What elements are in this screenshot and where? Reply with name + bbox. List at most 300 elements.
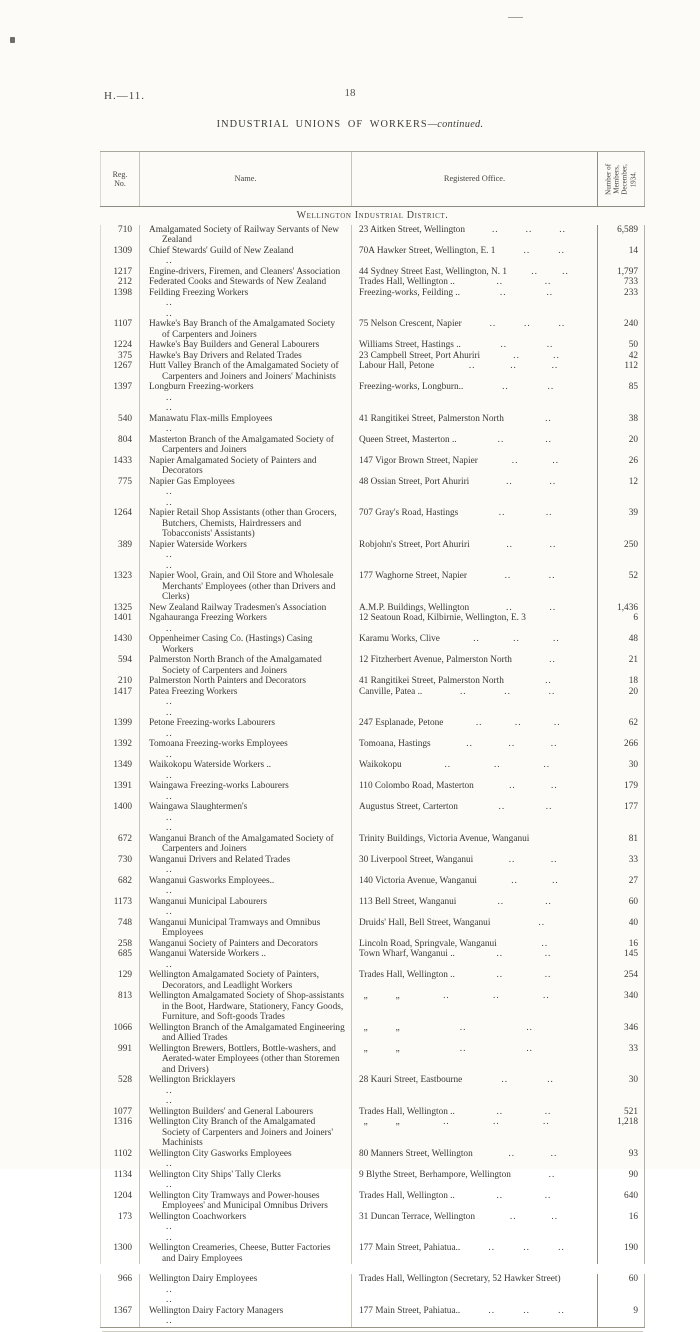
leader-dots: ..: [509, 781, 516, 791]
leader-dots: ..: [545, 508, 553, 518]
registered-office-text: Trades Hall, Wellington ..: [359, 1106, 455, 1117]
leader-dots-area: [497, 939, 593, 950]
leader-dots: ..: [549, 539, 557, 550]
registered-office-cell: [352, 1117, 598, 1149]
table-row: [100, 382, 645, 414]
leader-dots-area: [461, 340, 593, 351]
registered-office-text: 41 Rangitikei Street, Palmerston North: [359, 676, 504, 686]
leader-dots-area: [467, 571, 593, 603]
leader-dots-area: [455, 1191, 593, 1212]
union-name-cell: [140, 613, 352, 634]
reg-no-cell: 1417: [100, 687, 140, 719]
union-name-text: Wellington Dairy Factory Managers ..: [149, 1306, 345, 1327]
table-row: [100, 508, 645, 540]
union-name-text: Masterton Branch of the Amalgamated Society of Carpenters and Joiners: [149, 434, 334, 455]
union-name-text: Patea Freezing Workers .. ..: [149, 687, 345, 719]
table-row: [100, 603, 645, 614]
reg-no-cell: 1300: [100, 1243, 140, 1264]
leader-dots: ..: [166, 1284, 173, 1295]
registered-office-text: 28 Kauri Street, Eastbourne: [359, 1075, 463, 1085]
leader-dots: ..: [550, 1148, 558, 1159]
union-name-cell: [140, 246, 352, 267]
member-count-cell: 85: [598, 382, 645, 414]
member-count-cell: 16: [598, 939, 645, 950]
registered-office-cell: [352, 634, 598, 655]
registered-office-text: Labour Hall, Petone: [359, 361, 435, 371]
reg-no-cell: 1316: [100, 1117, 140, 1149]
member-count-cell: 62: [598, 718, 645, 739]
member-count-cell: 177: [598, 802, 645, 834]
member-count-cell: 250: [598, 540, 645, 572]
leader-dots: ..: [443, 1117, 450, 1127]
leader-dots: ..: [551, 1211, 559, 1222]
leader-dots-area: [455, 949, 593, 970]
document-reference: H.—11.: [104, 90, 146, 102]
table-row: [100, 571, 645, 603]
registered-office-text: 110 Colombo Road, Masterton: [359, 781, 474, 791]
registered-office-cell: [352, 351, 598, 362]
registered-office-text: 177 Waghorne Street, Napier: [359, 571, 468, 581]
leader-dots: ..: [506, 602, 513, 613]
leader-dots: ..: [511, 875, 518, 886]
scan-artifact: [508, 17, 523, 18]
leader-dots: ..: [552, 455, 560, 466]
leader-dots: ..: [166, 886, 173, 896]
unions-table: [100, 151, 645, 1328]
registered-office-cell: [352, 739, 598, 760]
registered-office-cell: [352, 1212, 598, 1244]
union-name-cell: [140, 361, 352, 382]
leader-dots: ..: [501, 1075, 509, 1085]
leader-dots: ..: [559, 224, 566, 235]
registered-office-text: Trades Hall, Wellington ..: [359, 970, 455, 980]
registered-office-text: Trades Hall, Wellington ..: [359, 1190, 455, 1201]
reg-no-cell: 1392: [100, 739, 140, 760]
registered-office-cell: [352, 435, 598, 456]
registered-office-text: Karamu Works, Clive: [359, 634, 440, 644]
member-count-cell: 39: [598, 508, 645, 540]
table-row: [100, 456, 645, 477]
union-name-text: Engine-drivers, Firemen, and Cleaners' Association: [149, 266, 341, 277]
registered-office-text: 80 Manners Street, Wellington: [359, 1148, 473, 1159]
leader-dots: ..: [544, 1106, 552, 1117]
reg-no-cell: 528: [100, 1075, 140, 1107]
table-row: [100, 288, 645, 320]
leader-dots: ..: [166, 823, 173, 833]
leader-dots-area: [477, 876, 593, 897]
union-name-text: Wellington Coachworkers .. ..: [149, 1212, 345, 1244]
union-name-text: Manawatu Flax-mills Employees ..: [149, 414, 345, 435]
union-name-cell: [140, 1170, 352, 1191]
leader-dots-area: [480, 351, 593, 362]
table-row: [100, 277, 645, 288]
leader-dots: ..: [508, 739, 516, 749]
table-row: [100, 1149, 645, 1170]
union-name-cell: [140, 949, 352, 970]
leader-dots: ..: [500, 340, 508, 350]
leader-dots: ..: [493, 760, 501, 770]
member-count-cell: 179: [598, 781, 645, 802]
leader-dots-area: [443, 718, 593, 739]
leader-dots: ..: [166, 728, 173, 739]
union-name-text: Wanganui Waterside Workers .. ..: [149, 949, 345, 970]
leader-dots: ..: [488, 1305, 496, 1316]
union-name-cell: [140, 655, 352, 676]
registered-office-text: Augustus Street, Carterton: [359, 802, 458, 812]
union-name-text: Napier Amalgamated Society of Painters and Decorators: [149, 455, 317, 476]
union-name-cell: [140, 1274, 352, 1306]
union-name-text: Wanganui Gasworks Employees.. ..: [149, 876, 345, 897]
leader-dots-area: [474, 781, 593, 802]
union-name-cell: [140, 288, 352, 320]
leader-dots: ..: [509, 1211, 517, 1222]
leader-dots: ..: [548, 686, 556, 697]
reg-no-cell: 1267: [100, 361, 140, 382]
union-name-text: Feilding Freezing Workers .. ..: [149, 288, 345, 320]
leader-dots: ..: [166, 1222, 173, 1232]
member-count-cell: 33: [598, 1044, 645, 1076]
union-name-cell: [140, 739, 352, 760]
leader-dots: ..: [545, 802, 553, 812]
registered-office-text: „ „: [359, 991, 400, 1001]
union-name-cell: [140, 1306, 352, 1327]
reg-no-cell: 210: [100, 676, 140, 687]
leader-dots: ..: [553, 350, 560, 361]
leader-dots: ..: [166, 907, 173, 917]
member-count-cell: 6,589: [598, 225, 645, 246]
district-section-heading: Wellington Industrial District.: [296, 210, 449, 221]
table-row: [100, 267, 645, 278]
union-name-cell: [140, 1212, 352, 1244]
member-count-cell: 1,218: [598, 1117, 645, 1149]
leader-dots: ..: [548, 571, 556, 581]
member-count-cell: 733: [598, 277, 645, 288]
table-row: [100, 876, 645, 897]
leader-dots-area: [465, 225, 593, 246]
leader-dots-area: [511, 1170, 593, 1191]
leader-dots: ..: [497, 434, 505, 445]
registered-office-cell: [352, 508, 598, 540]
union-name-cell: [140, 634, 352, 655]
member-count-cell: 90: [598, 1170, 645, 1191]
leader-dots-area: [504, 676, 593, 687]
registered-office-text: 41 Rangitikei Street, Palmerston North: [359, 413, 504, 424]
member-count-cell: 14: [598, 246, 645, 267]
registered-office-text: Freezing-works, Longburn..: [359, 382, 464, 392]
leader-dots: ..: [166, 697, 173, 707]
registered-office-text: „ „: [359, 1043, 400, 1054]
union-name-cell: [140, 277, 352, 288]
union-name-cell: [140, 435, 352, 456]
leader-dots-area: [402, 760, 593, 781]
leader-dots-area: [490, 918, 593, 939]
union-name-text: Napier Wool, Grain, and Oil Store and Wholesale Merchants' Employees (other than Drivers and Clerks): [149, 571, 336, 602]
leader-dots: ..: [543, 1117, 550, 1127]
reg-no-cell: 991: [100, 1044, 140, 1076]
union-name-cell: [140, 939, 352, 950]
registered-office-cell: [352, 288, 598, 320]
member-count-cell: 20: [598, 687, 645, 719]
table-row: [100, 1023, 645, 1044]
reg-no-cell: 1323: [100, 571, 140, 603]
table-row: [100, 897, 645, 918]
leader-dots: ..: [497, 896, 505, 907]
registered-office-text: 113 Bell Street, Wanganui: [359, 896, 457, 907]
reg-no-cell: 672: [100, 834, 140, 855]
page-title-continued: —continued.: [427, 119, 484, 130]
table-row: [100, 1243, 645, 1264]
leader-dots: ..: [544, 277, 552, 287]
leader-dots: ..: [506, 539, 513, 550]
leader-dots: ..: [526, 1043, 534, 1054]
leader-dots-area: [495, 246, 593, 267]
leader-dots: ..: [166, 1180, 173, 1190]
leader-dots: ..: [166, 308, 173, 319]
table-row: [100, 781, 645, 802]
union-name-text: Wanganui Society of Painters and Decorators: [149, 938, 318, 949]
registered-office-text: Trades Hall, Wellington ..: [359, 277, 455, 287]
leader-dots-area: [422, 687, 593, 719]
union-name-text: Waingawa Freezing-works Labourers ..: [149, 781, 345, 802]
union-name-cell: [140, 687, 352, 719]
leader-dots: ..: [468, 361, 476, 371]
table-row: [100, 477, 645, 509]
reg-no-cell: 258: [100, 939, 140, 950]
registered-office-cell: [352, 1243, 598, 1264]
registered-office-text: Tomoana, Hastings: [359, 739, 431, 749]
leader-dots: ..: [166, 298, 173, 308]
registered-office-text: 9 Blythe Street, Berhampore, Wellington: [359, 1169, 511, 1180]
leader-dots-area: [456, 897, 593, 918]
leader-dots: ..: [166, 560, 173, 571]
leader-dots: ..: [546, 340, 554, 350]
leader-dots: ..: [543, 991, 550, 1001]
union-name-cell: [140, 855, 352, 876]
member-count-cell: 26: [598, 456, 645, 477]
leader-dots: ..: [493, 1117, 500, 1127]
registered-office-cell: [352, 267, 598, 278]
table-row: [100, 970, 645, 991]
union-name-cell: [140, 603, 352, 614]
leader-dots-area: [460, 1243, 593, 1264]
leader-dots: ..: [166, 1232, 173, 1243]
member-count-cell: 16: [598, 1212, 645, 1244]
reg-no-cell: 685: [100, 949, 140, 970]
union-name-cell: [140, 802, 352, 834]
registered-office-cell: [352, 382, 598, 414]
registered-office-text: Waikokopu: [359, 760, 402, 770]
union-name-cell: [140, 267, 352, 278]
member-count-cell: 233: [598, 288, 645, 320]
column-header-reg-no: Reg. No.: [100, 152, 140, 206]
registered-office-cell: [352, 571, 598, 603]
union-name-text: Oppenheimer Casing Co. (Hastings) Casing Workers: [149, 634, 313, 655]
leader-dots: ..: [508, 1148, 516, 1159]
member-count-cell: 20: [598, 435, 645, 456]
column-header-number-of-members: [598, 152, 645, 206]
reg-no-cell: 1066: [100, 1023, 140, 1044]
registered-office-text: Town Wharf, Wanganui ..: [359, 949, 455, 959]
registered-office-text: Lincoln Road, Springvale, Wanganui: [359, 938, 497, 949]
leader-dots: ..: [523, 245, 531, 256]
leader-dots: ..: [166, 707, 173, 718]
leader-dots: ..: [514, 718, 522, 728]
member-count-cell: 640: [598, 1191, 645, 1212]
table-row: [100, 802, 645, 834]
leader-dots: ..: [459, 686, 467, 697]
registered-office-cell: [352, 676, 598, 687]
union-name-text: Ngahauranga Freezing Workers ..: [149, 613, 345, 634]
union-name-text: Wellington Dairy Employees .. ..: [149, 1274, 345, 1306]
table-row: [100, 1044, 645, 1076]
table-row: [100, 991, 645, 1023]
union-name-text: Hawke's Bay Branch of the Amalgamated Society of Carpenters and Joiners: [149, 319, 336, 340]
reg-no-cell: 1430: [100, 634, 140, 655]
leader-dots: ..: [166, 865, 173, 875]
leader-dots: ..: [513, 350, 520, 361]
union-name-text: Wellington Builders' and General Labourers: [149, 1106, 314, 1117]
leader-dots: ..: [553, 718, 561, 728]
registered-office-cell: [352, 603, 598, 614]
union-name-text: Wellington Amalgamated Society of Painters, Decorators, and Leadlight Workers: [149, 970, 319, 991]
member-count-cell: 240: [598, 319, 645, 340]
union-name-text: New Zealand Railway Tradesmen's Association: [149, 602, 327, 613]
leader-dots: ..: [545, 676, 552, 686]
member-count-cell: 81: [598, 834, 645, 855]
registered-office-cell: [352, 718, 598, 739]
leader-dots: ..: [558, 1305, 565, 1316]
leader-dots: ..: [473, 634, 480, 644]
union-name-cell: [140, 1243, 352, 1264]
table-row: [100, 1107, 645, 1118]
leader-dots: ..: [547, 382, 555, 392]
reg-no-cell: 1398: [100, 288, 140, 320]
union-name-cell: [140, 508, 352, 540]
leader-dots: ..: [166, 392, 173, 403]
reg-no-cell: 594: [100, 655, 140, 676]
leader-dots: ..: [466, 739, 473, 749]
reg-no-cell: 129: [100, 970, 140, 991]
member-count-cell: 1,436: [598, 603, 645, 614]
leader-dots: ..: [496, 1190, 504, 1201]
union-name-cell: [140, 991, 352, 1023]
union-name-text: Amalgamated Society of Railway Servants of New Zealand: [149, 224, 340, 245]
table-row: [100, 1075, 645, 1107]
reg-no-cell: 813: [100, 991, 140, 1023]
leader-dots: ..: [547, 1075, 554, 1085]
table-row: [100, 949, 645, 970]
leader-dots: ..: [552, 875, 559, 886]
member-count-cell: 18: [598, 676, 645, 687]
member-count-cell: 12: [598, 477, 645, 509]
union-name-text: Wellington City Gasworks Employees ..: [149, 1149, 345, 1170]
leader-dots: ..: [166, 770, 173, 781]
leader-dots-area: [473, 1149, 593, 1170]
table-row: [100, 687, 645, 719]
table-row: [100, 613, 645, 634]
table-row: [100, 718, 645, 739]
reg-no-cell: 710: [100, 225, 140, 246]
union-name-cell: [140, 1023, 352, 1044]
leader-dots: ..: [544, 1190, 552, 1201]
leader-dots: ..: [549, 602, 557, 613]
registered-office-cell: [352, 246, 598, 267]
union-name-cell: [140, 1191, 352, 1212]
union-name-cell: [140, 760, 352, 781]
leader-dots-area: [400, 1023, 593, 1044]
registered-office-cell: [352, 1107, 598, 1118]
leader-dots: ..: [510, 361, 517, 371]
table-row: [100, 1191, 645, 1212]
union-name-cell: [140, 876, 352, 897]
union-name-cell: [140, 834, 352, 855]
reg-no-cell: 1224: [100, 340, 140, 351]
member-count-cell: 145: [598, 949, 645, 970]
page-title: [0, 119, 700, 130]
union-name-cell: [140, 1075, 352, 1107]
union-name-text: Wellington Brewers, Bottlers, Bottle-washers, and Aerated-water Employees (other than Storemen and Drivers): [149, 1043, 340, 1075]
leader-dots: ..: [549, 476, 557, 487]
union-name-cell: [140, 319, 352, 340]
leader-dots-area: [460, 1306, 593, 1327]
table-row: [100, 1117, 645, 1149]
leader-dots: ..: [499, 287, 507, 298]
table-row: [100, 225, 645, 246]
registered-office-cell: [352, 991, 598, 1023]
union-name-text: Wellington Bricklayers .. ..: [149, 1075, 345, 1107]
union-name-text: Wellington City Branch of the Amalgamated Society of Carpenters and Joiners and Joiners' Machinists: [149, 1117, 334, 1148]
reg-no-cell: 1309: [100, 246, 140, 267]
registered-office-text: 44 Sydney Street East, Wellington, N. 1: [359, 266, 508, 277]
union-name-cell: [140, 571, 352, 603]
leader-dots-area: [470, 540, 593, 572]
registered-office-text: „ „: [359, 1022, 400, 1033]
leader-dots: ..: [496, 949, 504, 959]
member-count-cell: 346: [598, 1023, 645, 1044]
leader-dots: ..: [166, 403, 173, 413]
leader-dots: ..: [166, 550, 173, 560]
member-count-cell: 60: [598, 1274, 645, 1306]
leader-dots: ..: [166, 1159, 173, 1169]
table-row: [100, 760, 645, 781]
union-name-text: Tomoana Freezing-works Employees ..: [149, 739, 345, 760]
member-count-cell: 50: [598, 340, 645, 351]
union-name-text: Hawke's Bay Drivers and Related Trades: [149, 350, 302, 361]
union-name-cell: [140, 340, 352, 351]
leader-dots: ..: [166, 1295, 173, 1305]
table-row: [100, 855, 645, 876]
leader-dots: ..: [489, 319, 497, 329]
registered-office-cell: [352, 1170, 598, 1191]
registered-office-cell: [352, 855, 598, 876]
registered-office-text: 70A Hawker Street, Wellington, E. 1: [359, 245, 496, 256]
registered-office-cell: [352, 1044, 598, 1076]
leader-dots-area: [434, 361, 593, 382]
reg-no-cell: 1349: [100, 760, 140, 781]
reg-no-cell: 1400: [100, 802, 140, 834]
registered-office-cell: [352, 897, 598, 918]
leader-dots: ..: [166, 959, 173, 970]
leader-dots: ..: [545, 896, 552, 907]
leader-dots: ..: [504, 686, 511, 697]
union-name-text: Hawke's Bay Builders and General Labourers: [149, 340, 320, 350]
registered-office-text: 23 Campbell Street, Port Ahuriri: [359, 350, 481, 361]
leader-dots-area: [431, 739, 593, 760]
leader-dots: ..: [550, 854, 558, 865]
registered-office-cell: [352, 277, 598, 288]
leader-dots: ..: [459, 1043, 467, 1054]
leader-dots-area: [469, 603, 593, 614]
